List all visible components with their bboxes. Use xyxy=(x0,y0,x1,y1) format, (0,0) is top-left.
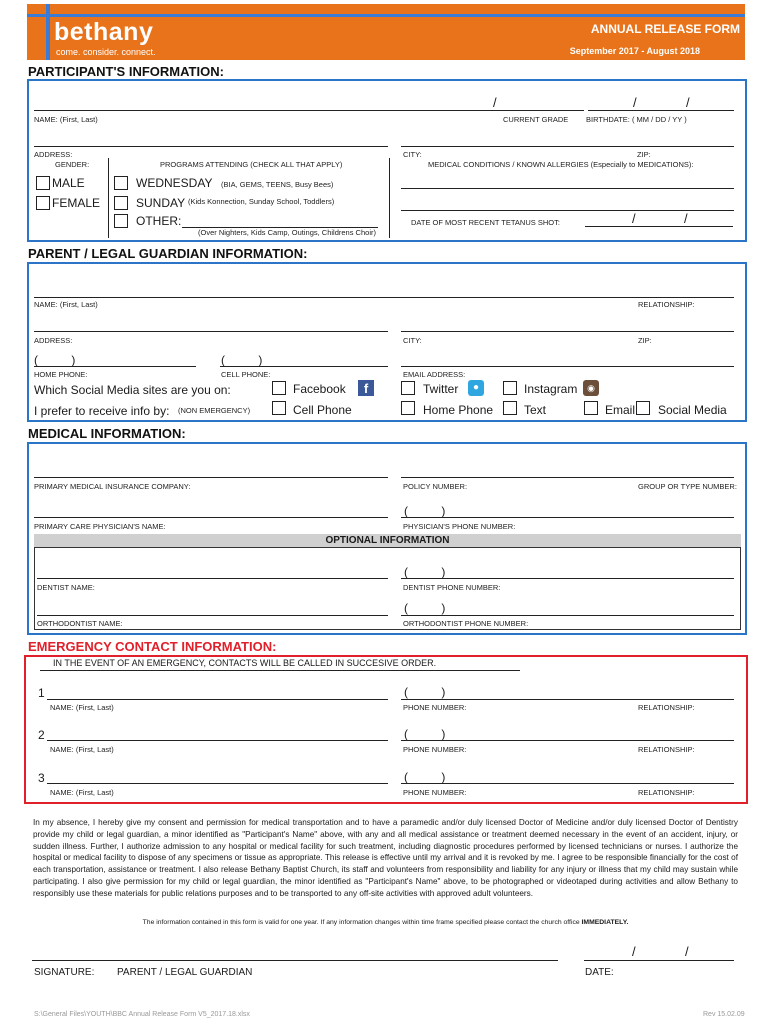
cell-phone-line[interactable] xyxy=(220,366,388,367)
contact-1-name-line[interactable] xyxy=(47,699,388,700)
tetanus-slash-2: / xyxy=(684,211,688,226)
ortho-phone-line[interactable] xyxy=(401,615,734,616)
contact-2-number: 2 xyxy=(38,728,45,742)
participant-name-line[interactable] xyxy=(34,110,584,111)
brand-tagline: come. consider. connect. xyxy=(56,47,156,57)
facebook-checkbox[interactable] xyxy=(272,381,286,395)
contact-3-phone-parens: ( ) xyxy=(404,770,446,784)
dentist-phone-label: DENTIST PHONE NUMBER: xyxy=(403,583,501,592)
text-option-label: Text xyxy=(524,403,547,417)
physician-phone-parens: ( ) xyxy=(404,504,446,518)
date-line[interactable] xyxy=(584,960,734,961)
cell-phone-checkbox[interactable] xyxy=(272,401,286,415)
contact-3-number: 3 xyxy=(38,771,45,785)
cell-phone-option-label: Cell Phone xyxy=(293,403,352,417)
dentist-phone-line[interactable] xyxy=(401,578,734,579)
home-phone-parens: ( ) xyxy=(34,353,76,367)
group-label: GROUP OR TYPE NUMBER: xyxy=(638,482,737,491)
tetanus-slash-1: / xyxy=(632,211,636,226)
footer-rev: Rev 15.02.09 xyxy=(703,1011,745,1018)
validity-text: The information contained in this form is valid for one year. If any information changes within time frame specified please contact the church office xyxy=(142,919,580,926)
date-slash-1: / xyxy=(632,944,636,959)
consent-paragraph: In my absence, I hereby give my consent and permission for medical transportation and to have a paramedic and/or duly licensed Doctor of Medicine and/or duly licensed Doctor of Dentistry provide my child or legal guardian, a minor identified as "Participant's Name" above, with any and all medical assistance or treatment deemed necessary in the event of an accident, injury, or sudden illness. Further, I authorize admission to any hospital or medical facility for such treatment, including diagnostic procedures performed by licensed technicians or nurses. I authorize the hospital or medical facility to dispose of any specimens or tissue as appropriate. This release is effective until my arrival and it is revoked by me. I agree to be responsible financially for the cost of each transportation, assistance or treatment. I also release Bethany Baptist Church, its staff and volunteers from responsibility and liability for any injury or illness that my child may sustain while participating. I also give permission for my child or legal guardian, the minor identified as "Participant's Name" above, to be photographed or videotaped during activities and allow Bethany to responsibly use these materials for public relations purposes and to be transported to any off-site activities with approved adult volunteers. xyxy=(33,818,738,898)
cell-phone-parens: ( ) xyxy=(221,353,263,367)
contact-3-name-line[interactable] xyxy=(47,783,388,784)
contact-3-phone-line[interactable] xyxy=(401,783,734,784)
insurance-label: PRIMARY MEDICAL INSURANCE COMPANY: xyxy=(34,482,191,491)
guardian-name-label: NAME: (First, Last) xyxy=(34,300,98,309)
date-label: DATE: xyxy=(585,967,614,978)
other-checkbox[interactable] xyxy=(114,214,128,228)
email-line[interactable] xyxy=(401,366,734,367)
participant-zip-label: ZIP: xyxy=(637,150,651,159)
facebook-label: Facebook xyxy=(293,382,346,396)
wednesday-checkbox[interactable] xyxy=(114,176,128,190)
birthdate-slash-1: / xyxy=(633,95,637,110)
social-question: Which Social Media sites are you on: xyxy=(34,383,231,397)
female-checkbox[interactable] xyxy=(36,196,50,210)
email-label: EMAIL ADDRESS: xyxy=(403,370,466,379)
male-checkbox[interactable] xyxy=(36,176,50,190)
contact-1-phone-parens: ( ) xyxy=(404,685,446,699)
form-dates: September 2017 - August 2018 xyxy=(569,46,700,56)
contact-3-relationship-label: RELATIONSHIP: xyxy=(638,788,695,797)
other-note: (Over Nighters, Kids Camp, Outings, Childrens Choir) xyxy=(198,228,376,237)
other-label: OTHER: xyxy=(136,214,182,228)
guardian-signature-label: PARENT / LEGAL GUARDIAN xyxy=(117,967,253,978)
insurance-line[interactable] xyxy=(34,477,388,478)
participant-city-line[interactable] xyxy=(401,146,734,147)
participant-city-label: CITY: xyxy=(403,150,422,159)
twitter-label: Twitter xyxy=(423,382,459,396)
guardian-relationship-label: RELATIONSHIP: xyxy=(638,300,695,309)
physician-line[interactable] xyxy=(34,517,388,518)
female-label: FEMALE xyxy=(52,196,101,210)
physician-label: PRIMARY CARE PHYSICIAN'S NAME: xyxy=(34,522,166,531)
email-option-label: Email xyxy=(605,403,636,417)
guardian-zip-label: ZIP: xyxy=(638,336,652,345)
programs-divider xyxy=(389,158,390,238)
participant-address-label: ADDRESS: xyxy=(34,150,73,159)
participant-address-line[interactable] xyxy=(34,146,388,147)
wednesday-note: (BIA, GEMS, TEENS, Busy Bees) xyxy=(221,180,334,189)
signature-label: SIGNATURE: xyxy=(34,967,95,978)
instagram-label: Instagram xyxy=(524,382,578,396)
contact-2-phone-parens: ( ) xyxy=(404,727,446,741)
brand-logo: bethany xyxy=(54,18,154,46)
facebook-icon: f xyxy=(358,380,374,396)
dentist-line[interactable] xyxy=(37,578,388,579)
emergency-frame xyxy=(24,655,748,804)
emergency-subtitle: IN THE EVENT OF AN EMERGENCY, CONTACTS WILL BE CALLED IN SUCCESIVE ORDER. xyxy=(53,658,437,668)
birthdate-line[interactable] xyxy=(588,110,734,111)
tetanus-label: DATE OF MOST RECENT TETANUS SHOT: xyxy=(411,218,560,227)
dentist-phone-parens: ( ) xyxy=(404,565,446,579)
participant-name-label: NAME: (First, Last) xyxy=(34,115,98,124)
contact-1-phone-label: PHONE NUMBER: xyxy=(403,703,467,712)
medical-line-1[interactable] xyxy=(401,188,734,189)
header-cross-horizontal xyxy=(27,14,745,17)
contact-1-relationship-label: RELATIONSHIP: xyxy=(638,703,695,712)
policy-label: POLICY NUMBER: xyxy=(403,482,468,491)
grade-label: CURRENT GRADE xyxy=(503,115,569,124)
twitter-icon: ● xyxy=(468,380,484,396)
ortho-phone-parens: ( ) xyxy=(404,601,446,615)
gender-divider xyxy=(108,158,109,238)
non-emergency-note: (NON EMERGENCY) xyxy=(178,406,251,415)
contact-1-number: 1 xyxy=(38,686,45,700)
section-title-participant: PARTICIPANT'S INFORMATION: xyxy=(28,64,224,79)
validity-bold: IMMEDIATELY. xyxy=(581,919,629,926)
section-title-medical: MEDICAL INFORMATION: xyxy=(28,426,186,441)
contact-3-phone-label: PHONE NUMBER: xyxy=(403,788,467,797)
twitter-checkbox[interactable] xyxy=(401,381,415,395)
grade-slash: / xyxy=(493,95,497,110)
header-cross-vertical xyxy=(46,4,50,60)
guardian-city-label: CITY: xyxy=(403,336,422,345)
guardian-city-line[interactable] xyxy=(401,331,734,332)
home-phone-label: HOME PHONE: xyxy=(34,370,88,379)
ortho-line[interactable] xyxy=(37,615,388,616)
social-media-option-label: Social Media xyxy=(658,403,727,417)
text-checkbox[interactable] xyxy=(503,401,517,415)
guardian-name-line[interactable] xyxy=(34,297,734,298)
contact-2-phone-label: PHONE NUMBER: xyxy=(403,745,467,754)
sunday-checkbox[interactable] xyxy=(114,196,128,210)
guardian-address-line[interactable] xyxy=(34,331,388,332)
guardian-address-label: ADDRESS: xyxy=(34,336,73,345)
instagram-checkbox[interactable] xyxy=(503,381,517,395)
email-checkbox[interactable] xyxy=(584,401,598,415)
ortho-phone-label: ORTHODONTIST PHONE NUMBER: xyxy=(403,619,529,628)
tetanus-date-line[interactable] xyxy=(585,226,733,227)
contact-3-name-label: NAME: (First, Last) xyxy=(50,788,114,797)
contact-1-phone-line[interactable] xyxy=(401,699,734,700)
programs-label: PROGRAMS ATTENDING (CHECK ALL THAT APPLY) xyxy=(160,160,343,169)
validity-note xyxy=(33,919,738,926)
form-title: ANNUAL RELEASE FORM xyxy=(590,22,740,36)
instagram-icon: ◉ xyxy=(583,380,599,396)
home-phone-option-label: Home Phone xyxy=(423,403,494,417)
footer-path: S:\General Files\YOUTH\BBC Annual Release Form V5_2017.18.xlsx xyxy=(34,1011,250,1018)
contact-2-name-label: NAME: (First, Last) xyxy=(50,745,114,754)
receive-question: I prefer to receive info by: xyxy=(34,404,170,418)
sunday-note: (Kids Konnection, Sunday School, Toddlers) xyxy=(188,197,335,206)
sunday-label: SUNDAY xyxy=(136,196,186,210)
contact-2-phone-line[interactable] xyxy=(401,740,734,741)
contact-2-relationship-label: RELATIONSHIP: xyxy=(638,745,695,754)
dentist-label: DENTIST NAME: xyxy=(37,583,95,592)
section-title-emergency: EMERGENCY CONTACT INFORMATION: xyxy=(28,639,277,654)
social-media-checkbox[interactable] xyxy=(636,401,650,415)
wednesday-label: WEDNESDAY xyxy=(136,176,213,190)
section-title-guardian: PARENT / LEGAL GUARDIAN INFORMATION: xyxy=(28,246,308,261)
date-slash-2: / xyxy=(685,944,689,959)
signature-line[interactable] xyxy=(32,960,558,961)
ortho-label: ORTHODONTIST NAME: xyxy=(37,619,123,628)
birthdate-label: BIRTHDATE: ( MM / DD / YY ) xyxy=(586,115,687,124)
birthdate-slash-2: / xyxy=(686,95,690,110)
male-label: MALE xyxy=(52,176,85,190)
physician-phone-label: PHYSICIAN'S PHONE NUMBER: xyxy=(403,522,516,531)
home-phone-line[interactable] xyxy=(34,366,196,367)
cell-phone-label: CELL PHONE: xyxy=(221,370,271,379)
contact-1-name-label: NAME: (First, Last) xyxy=(50,703,114,712)
emergency-subtitle-rule xyxy=(40,670,520,671)
optional-title: OPTIONAL INFORMATION xyxy=(325,535,450,546)
contact-2-name-line[interactable] xyxy=(47,740,388,741)
medical-conditions-label: MEDICAL CONDITIONS / KNOWN ALLERGIES (Especially to MEDICATIONS): xyxy=(428,160,694,169)
gender-label: GENDER: xyxy=(55,160,90,169)
physician-phone-line[interactable] xyxy=(401,517,734,518)
policy-line[interactable] xyxy=(401,477,734,478)
home-phone-checkbox[interactable] xyxy=(401,401,415,415)
